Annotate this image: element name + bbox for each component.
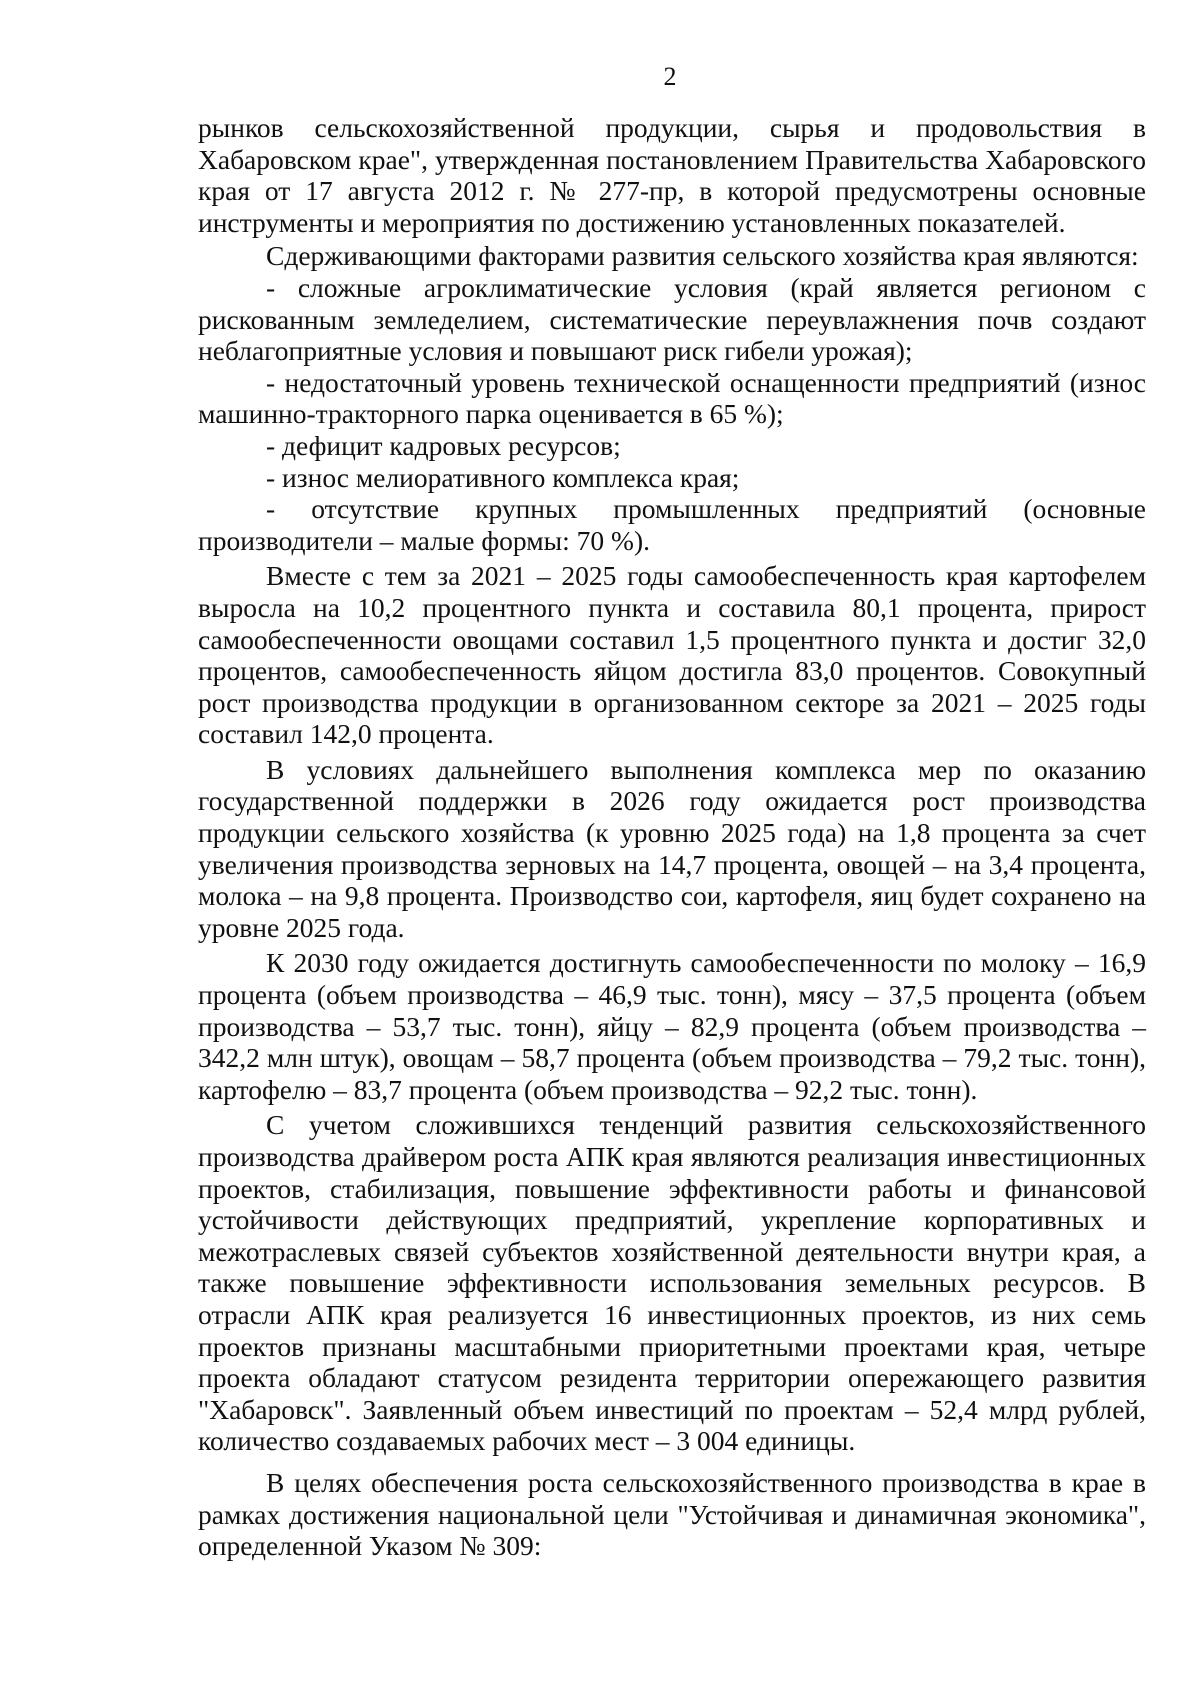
paragraph-program-continuation: рынков сельскохозяйственной продукции, сырья и продовольствия в Хабаровском крае", утвержденная постановлением Правительства Хабаровского края от 17 августа 2012 г. № 277-пр, в которой предусмотрены основные инструменты и мероприятия по достижению установленных показателей. xyxy=(198,112,1146,238)
list-item-personnel-deficit: - дефицит кадровых ресурсов; xyxy=(266,429,621,461)
list-item-large-enterprises: - отсутствие крупных промышленных предприятий (основные производители – малые формы: 70 %). xyxy=(198,493,1146,556)
paragraph-self-sufficiency: Вместе с тем за 2021 – 2025 годы самообеспеченность края картофелем выросла на 10,2 процентного пункта и составила 80,1 процента, прирост самообеспеченности овощами составил 1,5 процентного пункта и достиг 32,0 процентов, самообеспеченность яйцом достигла 83,0 процентов. Совокупный рост производства продукции в организованном секторе за 2021 – 2025 годы составил 142,0 процента. xyxy=(198,560,1146,750)
paragraph-state-support: В условиях дальнейшего выполнения комплекса мер по оказанию государственной поддержки в 2026 году ожидается рост производства продукции сельского хозяйства (к уровню 2025 года) на 1,8 процента за счет увеличения производства зерновых на 14,7 процента, овощей – на 3,4 процента, молока – на 9,8 процента. Производство сои, картофеля, яиц будет сохранено на уровне 2025 года. xyxy=(198,753,1146,943)
list-item-climate: - сложные агроклиматические условия (край является регионом с рискованным земледелием, систематические переувлажнения почв создают неблагоприятные условия и повышают риск гибели урожая); xyxy=(198,271,1146,367)
page-number: 2 xyxy=(663,62,677,91)
paragraph-national-goal: В целях обеспечения роста сельскохозяйственного производства в крае в рамках достижения национальной цели "Устойчивая и динамичная экономика", определенной Указом № 309: xyxy=(198,1466,1146,1562)
document-body xyxy=(198,112,1146,1562)
list-item-melioration: - износ мелиоративного комплекса края; xyxy=(266,461,740,493)
paragraph-investment-projects: С учетом сложившихся тенденций развития сельскохозяйственного производства драйвером роста АПК края являются реализация инвестиционных проектов, стабилизация, повышение эффективности работы и финансовой устойчивости действующих предприятий, укрепление корпоративных и межотраслевых связей субъектов хозяйственной деятельности внутри края, а также повышение эффективности использования земельных ресурсов. В отрасли АПК края реализуется 16 инвестиционных проектов, из них семь проектов признаны масштабными приоритетными проектами края, четыре проекта обладают статусом резидента территории опережающего развития "Хабаровск". Заявленный объем инвестиций по проектам – 52,4 млрд рублей, количество создаваемых рабочих мест – 3 004 единицы. xyxy=(198,1109,1146,1457)
list-item-technical-equipment: - недостаточный уровень технической оснащенности предприятий (износ машинно-тракторного парка оценивается в 65 %); xyxy=(198,366,1146,430)
paragraph-2030-targets: К 2030 году ожидается достигнуть самообеспеченности по молоку – 16,9 процента (объем производства – 46,9 тыс. тонн), мясу – 37,5 процента (объем производства – 53,7 тыс. тонн), яйцу – 82,9 процента (объем производства – 342,2 млн штук), овощам – 58,7 процента (объем производства – 79,2 тыс. тонн), картофелю – 83,7 процента (объем производства – 92,2 тыс. тонн). xyxy=(198,947,1146,1105)
paragraph-constraining-factors: Сдерживающими факторами развития сельского хозяйства края являются: xyxy=(266,240,1139,272)
